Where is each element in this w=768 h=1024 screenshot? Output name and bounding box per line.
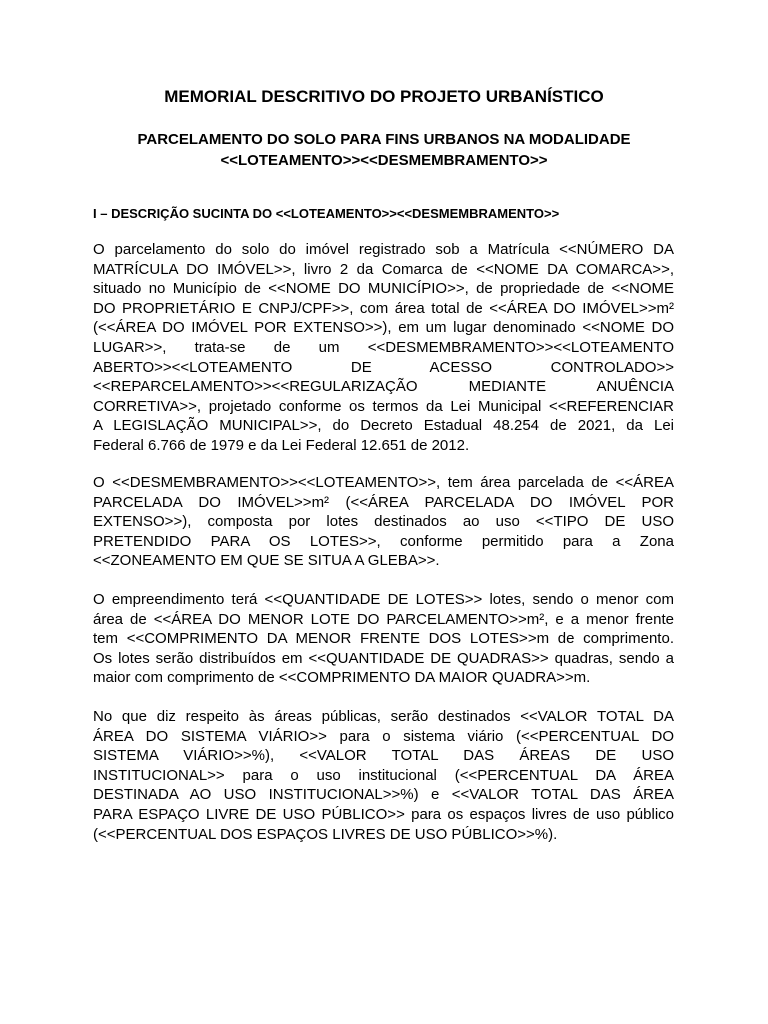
text-line: PARCELADA DO IMÓVEL>>m² (<<ÁREA PARCELADA DO IMÓVEL POR: [93, 493, 674, 511]
paragraph-public-areas: [93, 707, 674, 844]
subtitle-line: <<LOTEAMENTO>><<DESMEMBRAMENTO>>: [220, 152, 548, 169]
text-line: LUGAR>>, trata-se de um <<DESMEMBRAMENTO>><<LOTEAMENTO: [93, 338, 674, 356]
text-line: O parcelamento do solo do imóvel registrado sob a Matrícula <<NÚMERO DA: [93, 241, 674, 258]
paragraph-lots: [93, 590, 674, 688]
text-line: O empreendimento terá <<QUANTIDADE DE LOTES>> lotes, sendo o menor com: [93, 591, 674, 608]
text-line: SISTEMA VIÁRIO>>%), <<VALOR TOTAL DAS ÁREAS DE USO: [93, 747, 674, 765]
text-line: Federal 6.766 de 1979 e da Lei Federal 12.651 de 2012.: [93, 436, 470, 454]
text-line: No que diz respeito às áreas públicas, serão destinados <<VALOR TOTAL DA: [93, 708, 674, 725]
text-line: <<ZONEAMENTO EM QUE SE SITUA A GLEBA>>.: [93, 552, 440, 570]
section-heading: I – DESCRIÇÃO SUCINTA DO <<LOTEAMENTO>><<DESMEMBRAMENTO>>: [93, 206, 560, 221]
text-line: (<<PERCENTUAL DOS ESPAÇOS LIVRES DE USO PÚBLICO>>%).: [93, 825, 558, 843]
document-title: MEMORIAL DESCRITIVO DO PROJETO URBANÍSTICO: [164, 87, 604, 106]
text-line: situado no Município de <<NOME DO MUNICÍPIO>>, de propriedade de <<NOME: [93, 280, 674, 298]
text-line: DESTINADA AO USO INSTITUCIONAL>>%) e <<VALOR TOTAL DAS ÁREA: [93, 786, 674, 804]
text-line: EXTENSO>>), composta por lotes destinados ao uso <<TIPO DE USO: [93, 513, 674, 531]
text-line: (<<ÁREA DO IMÓVEL POR EXTENSO>>), em um lugar denominado <<NOME DO: [93, 319, 674, 337]
text-line: ABERTO>><<LOTEAMENTO DE ACESSO CONTROLADO>>: [93, 358, 674, 376]
paragraph-area: [93, 473, 674, 571]
text-line: PARA ESPAÇO LIVRE DE USO PÚBLICO>> para os espaços livres de uso público: [93, 805, 674, 823]
subtitle-line: PARCELAMENTO DO SOLO PARA FINS URBANOS NA MODALIDADE: [137, 131, 631, 148]
text-line: MATRÍCULA DO IMÓVEL>>, livro 2 da Comarca de <<NOME DA COMARCA>>,: [93, 260, 674, 278]
text-line: Os lotes serão distribuídos em <<QUANTIDADE DE QUADRAS>> quadras, sendo a: [93, 649, 674, 667]
document-subtitle: [0, 129, 768, 171]
text-line: tem <<COMPRIMENTO DA MENOR FRENTE DOS LOTES>>m de comprimento.: [93, 630, 674, 648]
text-line: maior com comprimento de <<COMPRIMENTO DA MAIOR QUADRA>>m.: [93, 669, 591, 687]
text-line: área de <<ÁREA DO MENOR LOTE DO PARCELAMENTO>>m², e a menor frente: [93, 610, 674, 628]
text-line: DO PROPRIETÁRIO E CNPJ/CPF>>, com área total de <<ÁREA DO IMÓVEL>>m²: [93, 299, 674, 317]
text-line: CORRETIVA>>, projetado conforme os termos da Lei Municipal <<REFERENCIAR: [93, 397, 674, 415]
text-line: ÁREA DO SISTEMA VIÁRIO>> para o sistema viário (<<PERCENTUAL DO: [93, 727, 674, 745]
text-line: <<REPARCELAMENTO>><<REGULARIZAÇÃO MEDIANTE ANUÊNCIA: [93, 378, 674, 396]
text-line: O <<DESMEMBRAMENTO>><<LOTEAMENTO>>, tem área parcelada de <<ÁREA: [93, 474, 674, 491]
text-line: A LEGISLAÇÃO MUNICIPAL>>, do Decreto Estadual 48.254 de 2021, da Lei: [93, 417, 674, 435]
text-line: PRETENDIDO PARA OS LOTES>>, conforme permitido para a Zona: [93, 532, 674, 550]
paragraph-description: [93, 240, 674, 456]
text-line: INSTITUCIONAL>> para o uso institucional (<<PERCENTUAL DA ÁREA: [93, 766, 674, 784]
